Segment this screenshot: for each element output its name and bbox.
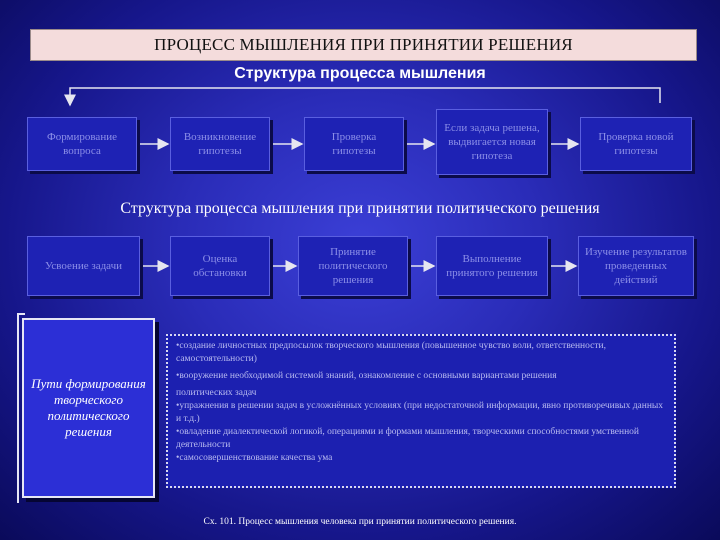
step-make-decision: Принятие политического решения [298, 236, 408, 296]
step-study-results: Изучение результатов проведенных действий [578, 236, 694, 296]
step-new-hypothesis: Если задача решена, выдвигается новая гипотеза [436, 109, 548, 175]
ways-label-panel: Пути формирования творческого политического решения [22, 318, 155, 498]
step-hypothesis-emerges: Возникновение гипотезы [170, 117, 270, 171]
page-title: ПРОЦЕСС МЫШЛЕНИЯ ПРИ ПРИНЯТИИ РЕШЕНИЯ [30, 29, 697, 61]
ways-list [166, 334, 676, 488]
step-understand-task: Усвоение задачи [27, 236, 140, 296]
step-formulate-question: Формирование вопроса [27, 117, 137, 171]
step-test-hypothesis: Проверка гипотезы [304, 117, 404, 171]
step-test-new-hypothesis: Проверка новой гипотезы [580, 117, 692, 171]
list-item: •упражнения в решении задач в усложнённых условиях (при недостаточной информации, явно противоречивых данных и т.д.) [176, 401, 664, 424]
feedback-line [70, 88, 660, 103]
political-structure-heading: Структура процесса мышления при принятии политического решения [120, 200, 600, 217]
list-item: •создание личностных предпосылок творческого мышления (повышенное чувство воли, ответственности, самостоятельности) [176, 341, 606, 364]
list-item: •самосовершенствование качества ума [176, 453, 333, 463]
structure-heading: Структура процесса мышления [234, 65, 486, 82]
list-item: •вооружение необходимой системой знаний, ознакомление с основными вариантами решения [176, 371, 557, 381]
step-execute-decision: Выполнение принятого решения [436, 236, 548, 296]
list-item: политических задач [176, 388, 257, 398]
figure-caption: Сх. 101. Процесс мышления человека при принятии политического решения. [203, 517, 517, 527]
list-item: •овладение диалектической логикой, операциями и формами мышления, творческими способностями умственной деятельности [176, 427, 640, 450]
step-assess-situation: Оценка обстановки [170, 236, 270, 296]
